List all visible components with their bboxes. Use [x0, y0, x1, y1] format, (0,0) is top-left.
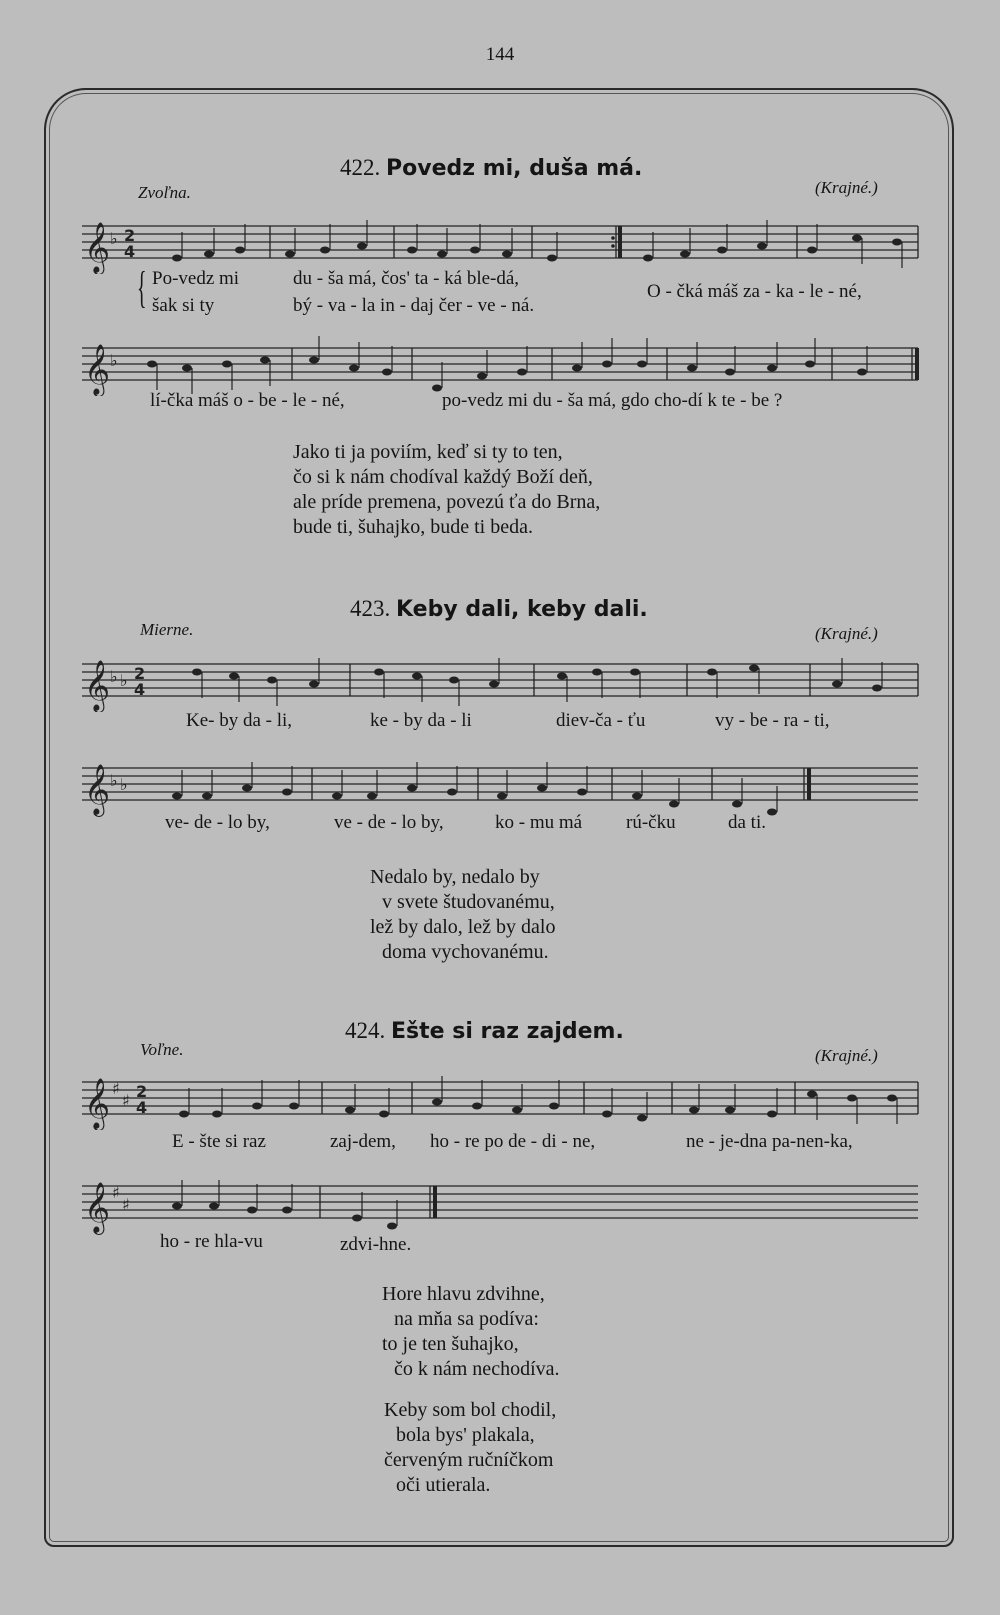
note-heads [147, 357, 867, 392]
svg-text:♭: ♭ [110, 351, 118, 370]
note-stems [189, 1076, 897, 1124]
lyric-line: du - ša má, čos' ta - ká ble-dá, [293, 268, 520, 289]
svg-text:𝄞: 𝄞 [84, 764, 111, 815]
svg-text:♭: ♭ [120, 671, 128, 690]
verse-line: Nedalo by, nedalo by [370, 866, 540, 888]
verse [384, 1398, 556, 1498]
verse-line: Keby som bol chodil, [384, 1399, 557, 1421]
svg-text:4: 4 [134, 680, 146, 699]
verse-line: v svete študovanému, [382, 891, 555, 913]
lyric-line: ho - re hla-vu [160, 1231, 263, 1252]
verse [370, 865, 556, 965]
source-note: (Krajné.) [815, 1046, 878, 1065]
song-title [345, 1018, 624, 1044]
music-staff [82, 652, 922, 712]
lyric-line: ko - mu má [495, 812, 583, 833]
note-stems [182, 220, 902, 268]
verse-line: bola bys' plakala, [396, 1424, 535, 1446]
lyric-line: O - čká máš za - ka - le - né, [647, 281, 862, 302]
verse-line: Hore hlavu zdvihne, [382, 1283, 545, 1305]
lyric-line: diev-ča - ťu [556, 710, 646, 731]
tempo-marking: Zvoľna. [138, 183, 191, 202]
song-number: 424. [345, 1018, 386, 1043]
music-staff [82, 336, 922, 396]
verse [382, 1282, 560, 1382]
svg-text:♯: ♯ [122, 1195, 130, 1214]
svg-text:𝄞: 𝄞 [84, 222, 111, 273]
svg-text:♯: ♯ [122, 1091, 130, 1110]
verse-line: doma vychovanému. [382, 941, 549, 963]
lyric-line: da ti. [728, 812, 766, 833]
song-number: 423. [350, 596, 391, 621]
note-stems [157, 336, 867, 394]
lyric-line: zdvi-hne. [340, 1234, 412, 1255]
lyric-line: Po-vedz mi [152, 268, 240, 289]
svg-text:2: 2 [136, 1082, 148, 1101]
svg-text:♭: ♭ [110, 667, 118, 686]
song-name: Ešte si raz zajdem. [391, 1019, 624, 1044]
music-staff [82, 1070, 922, 1130]
verse-line: bude ti, šuhajko, bude ti beda. [293, 516, 533, 538]
lyric-line: po-vedz mi du - ša má, gdo cho-dí k te - be ? [442, 390, 783, 411]
svg-text:𝄞: 𝄞 [84, 1182, 111, 1233]
svg-text:♭: ♭ [120, 775, 128, 794]
verse-line: červeným ručníčkom [384, 1449, 554, 1471]
lyric-line: rú-čku [626, 812, 676, 833]
note-stems [182, 762, 777, 812]
song-title [350, 596, 648, 622]
lyric-line: šak si ty [152, 295, 215, 316]
lyric-line: E - šte si raz [172, 1131, 266, 1152]
svg-text:𝄞: 𝄞 [84, 1078, 111, 1129]
svg-text:♯: ♯ [112, 1183, 120, 1202]
svg-text:♯: ♯ [112, 1079, 120, 1098]
verse-line: oči utierala. [396, 1474, 491, 1496]
song-title [340, 155, 642, 181]
lyric-line: ve- de - lo by, [165, 812, 270, 833]
tempo-marking: Voľne. [140, 1040, 184, 1059]
lyric-line: bý - va - la in - daj čer - ve - ná. [293, 295, 535, 316]
verse-line: ale príde premena, povezú ťa do Brna, [293, 491, 601, 513]
verse-line: Jako ti ja poviím, keď si ty to ten, [293, 441, 563, 463]
svg-text:𝄞: 𝄞 [84, 660, 111, 711]
song-name: Keby dali, keby dali. [396, 597, 648, 622]
song-number: 422. [340, 155, 381, 180]
verse-line: to je ten šuhajko, [382, 1333, 519, 1355]
svg-text:2: 2 [134, 664, 146, 683]
lyric-line: Ke- by da - li, [186, 710, 293, 731]
song-name: Povedz mi, duša má. [386, 156, 643, 181]
lyric-brace: { [137, 263, 147, 312]
lyric-line: ho - re po de - di - ne, [430, 1131, 596, 1152]
music-glyphs [84, 222, 615, 274]
lyric-line: ne - je-dna pa-nen-ka, [686, 1131, 853, 1152]
svg-text:4: 4 [124, 242, 136, 261]
verse-line: čo si k nám chodíval každý Boží deň, [293, 466, 593, 488]
svg-text:♭: ♭ [110, 229, 118, 248]
lyric-line: ve - de - lo by, [334, 812, 444, 833]
svg-text:𝄞: 𝄞 [84, 344, 111, 395]
page-number: 144 [485, 44, 515, 65]
source-note: (Krajné.) [815, 178, 878, 197]
verse-line: na mňa sa podíva: [394, 1308, 539, 1330]
lyric-line: zaj-dem, [330, 1131, 396, 1152]
music-staff [82, 214, 922, 274]
lyric-line: vy - be - ra - ti, [715, 710, 830, 731]
verse [293, 440, 600, 540]
lyric-line: lí-čka máš o - be - le - né, [150, 390, 345, 411]
note-heads [172, 1203, 397, 1230]
note-stems [202, 658, 882, 706]
tempo-marking: Mierne. [140, 620, 194, 639]
source-note: (Krajné.) [815, 624, 878, 643]
svg-text:2: 2 [124, 226, 136, 245]
verse-line: lež by dalo, lež by dalo [370, 916, 556, 938]
svg-text:♭: ♭ [110, 771, 118, 790]
verse-line: čo k nám nechodíva. [394, 1358, 560, 1380]
svg-text:4: 4 [136, 1098, 148, 1117]
lyric-line: ke - by da - li [370, 710, 472, 731]
